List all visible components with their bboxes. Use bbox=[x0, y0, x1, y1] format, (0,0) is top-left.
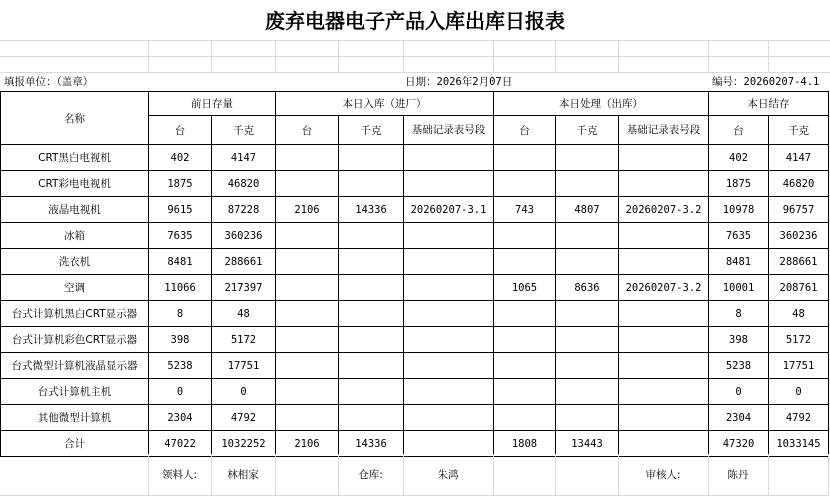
header-record-no: 基础记录表号段 bbox=[404, 116, 494, 145]
out-tai bbox=[494, 145, 556, 171]
balance-kg: 46820 bbox=[769, 171, 829, 197]
out-tai bbox=[494, 171, 556, 197]
reporting-unit: 填报单位：（盖章） bbox=[4, 76, 94, 88]
out-kg bbox=[556, 327, 619, 353]
in-record-no bbox=[404, 223, 494, 249]
in-kg bbox=[339, 379, 404, 405]
out-record-no bbox=[619, 379, 709, 405]
prev-stock-kg: 48 bbox=[212, 301, 276, 327]
out-kg bbox=[556, 249, 619, 275]
balance-tai: 10978 bbox=[709, 197, 769, 223]
balance-tai: 5238 bbox=[709, 353, 769, 379]
row-name: CRT彩电电视机 bbox=[1, 171, 149, 197]
in-kg bbox=[339, 249, 404, 275]
out-tai: 1808 bbox=[494, 431, 556, 457]
balance-kg: 360236 bbox=[769, 223, 829, 249]
sig-blank bbox=[768, 454, 828, 496]
row-name: 台式微型计算机液晶显示器 bbox=[1, 353, 149, 379]
prev-stock-kg: 46820 bbox=[212, 171, 276, 197]
prev-stock-tai: 2304 bbox=[149, 405, 212, 431]
header-unit-tai: 台 bbox=[494, 116, 556, 145]
balance-kg: 0 bbox=[769, 379, 829, 405]
row-name: 合计 bbox=[1, 431, 149, 457]
header-today-process: 本日处理（出库） bbox=[494, 92, 709, 116]
in-record-no bbox=[404, 379, 494, 405]
out-record-no bbox=[619, 145, 709, 171]
in-record-no bbox=[404, 171, 494, 197]
row-name: 冰箱 bbox=[1, 223, 149, 249]
in-record-no bbox=[404, 301, 494, 327]
balance-kg: 1033145 bbox=[769, 431, 829, 457]
warehouse-name: 朱鸿 bbox=[403, 454, 493, 496]
row-name: 台式计算机主机 bbox=[1, 379, 149, 405]
reviewer-name: 陈丹 bbox=[708, 454, 768, 496]
in-record-no bbox=[404, 405, 494, 431]
prev-stock-kg: 5172 bbox=[212, 327, 276, 353]
balance-kg: 288661 bbox=[769, 249, 829, 275]
out-tai bbox=[494, 379, 556, 405]
row-name: 液晶电视机 bbox=[1, 197, 149, 223]
in-kg bbox=[339, 145, 404, 171]
receiver-label: 领料人: bbox=[148, 454, 211, 496]
prev-stock-tai: 402 bbox=[149, 145, 212, 171]
balance-tai: 0 bbox=[709, 379, 769, 405]
prev-stock-tai: 0 bbox=[149, 379, 212, 405]
table-row bbox=[1, 431, 829, 457]
header-unit-tai: 台 bbox=[709, 116, 769, 145]
prev-stock-tai: 11066 bbox=[149, 275, 212, 301]
header-name: 名称 bbox=[1, 92, 149, 145]
header-today-balance: 本日结存 bbox=[709, 92, 829, 116]
header-unit-kg: 千克 bbox=[556, 116, 619, 145]
in-kg bbox=[339, 301, 404, 327]
balance-tai: 8 bbox=[709, 301, 769, 327]
in-tai bbox=[276, 301, 339, 327]
table-row bbox=[1, 197, 829, 223]
in-kg: 14336 bbox=[339, 431, 404, 457]
table-row bbox=[1, 353, 829, 379]
balance-tai: 1875 bbox=[709, 171, 769, 197]
in-record-no bbox=[404, 275, 494, 301]
in-tai bbox=[276, 405, 339, 431]
table-row bbox=[1, 171, 829, 197]
sig-blank bbox=[0, 454, 148, 496]
out-record-no bbox=[619, 353, 709, 379]
table-row bbox=[1, 301, 829, 327]
table-row bbox=[1, 223, 829, 249]
out-record-no bbox=[619, 431, 709, 457]
prev-stock-kg: 0 bbox=[212, 379, 276, 405]
header-unit-kg: 千克 bbox=[212, 116, 276, 145]
table-row bbox=[1, 327, 829, 353]
row-name: 洗衣机 bbox=[1, 249, 149, 275]
in-tai bbox=[276, 249, 339, 275]
balance-kg: 17751 bbox=[769, 353, 829, 379]
balance-tai: 8481 bbox=[709, 249, 769, 275]
row-name: 空调 bbox=[1, 275, 149, 301]
balance-tai: 7635 bbox=[709, 223, 769, 249]
in-record-no bbox=[404, 249, 494, 275]
blank-grid-area bbox=[0, 40, 830, 73]
in-kg bbox=[339, 223, 404, 249]
out-tai bbox=[494, 353, 556, 379]
balance-tai: 402 bbox=[709, 145, 769, 171]
prev-stock-tai: 5238 bbox=[149, 353, 212, 379]
out-kg bbox=[556, 301, 619, 327]
inventory-table bbox=[0, 91, 829, 457]
in-kg: 14336 bbox=[339, 197, 404, 223]
header-unit-tai: 台 bbox=[276, 116, 339, 145]
in-tai bbox=[276, 275, 339, 301]
out-kg: 13443 bbox=[556, 431, 619, 457]
prev-stock-kg: 87228 bbox=[212, 197, 276, 223]
in-tai: 2106 bbox=[276, 197, 339, 223]
prev-stock-kg: 4147 bbox=[212, 145, 276, 171]
prev-stock-tai: 398 bbox=[149, 327, 212, 353]
report-date: 日期：2026年2月07日 bbox=[405, 76, 513, 88]
out-kg bbox=[556, 171, 619, 197]
in-record-no bbox=[404, 431, 494, 457]
out-kg: 4807 bbox=[556, 197, 619, 223]
balance-kg: 208761 bbox=[769, 275, 829, 301]
out-record-no: 20260207-3.2 bbox=[619, 275, 709, 301]
in-record-no bbox=[404, 327, 494, 353]
prev-stock-tai: 8 bbox=[149, 301, 212, 327]
in-record-no bbox=[404, 145, 494, 171]
sig-blank bbox=[555, 454, 618, 496]
out-kg bbox=[556, 223, 619, 249]
in-kg bbox=[339, 405, 404, 431]
balance-tai: 47320 bbox=[709, 431, 769, 457]
balance-kg: 4792 bbox=[769, 405, 829, 431]
in-kg bbox=[339, 171, 404, 197]
row-name: 台式计算机黑白CRT显示器 bbox=[1, 301, 149, 327]
table-row bbox=[1, 275, 829, 301]
in-tai bbox=[276, 223, 339, 249]
in-tai bbox=[276, 379, 339, 405]
table-row bbox=[1, 249, 829, 275]
balance-kg: 4147 bbox=[769, 145, 829, 171]
prev-stock-kg: 360236 bbox=[212, 223, 276, 249]
header-unit-kg: 千克 bbox=[339, 116, 404, 145]
out-record-no bbox=[619, 405, 709, 431]
row-name: 台式计算机彩色CRT显示器 bbox=[1, 327, 149, 353]
table-row bbox=[1, 379, 829, 405]
header-unit-tai: 台 bbox=[149, 116, 212, 145]
prev-stock-tai: 1875 bbox=[149, 171, 212, 197]
in-record-no bbox=[404, 353, 494, 379]
in-tai: 2106 bbox=[276, 431, 339, 457]
signature-row bbox=[0, 454, 829, 496]
prev-stock-kg: 4792 bbox=[212, 405, 276, 431]
balance-kg: 96757 bbox=[769, 197, 829, 223]
in-kg bbox=[339, 353, 404, 379]
out-kg bbox=[556, 145, 619, 171]
row-name: 其他微型计算机 bbox=[1, 405, 149, 431]
report-title: 废弃电器电子产品入库出库日报表 bbox=[265, 9, 565, 33]
balance-kg: 48 bbox=[769, 301, 829, 327]
prev-stock-kg: 1032252 bbox=[212, 431, 276, 457]
header-unit-kg: 千克 bbox=[769, 116, 829, 145]
report-number: 编号：20260207-4.1 bbox=[712, 76, 820, 88]
balance-tai: 2304 bbox=[709, 405, 769, 431]
balance-tai: 10001 bbox=[709, 275, 769, 301]
balance-tai: 398 bbox=[709, 327, 769, 353]
prev-stock-kg: 288661 bbox=[212, 249, 276, 275]
in-kg bbox=[339, 275, 404, 301]
balance-kg: 5172 bbox=[769, 327, 829, 353]
table-row bbox=[1, 145, 829, 171]
out-tai bbox=[494, 223, 556, 249]
prev-stock-tai: 9615 bbox=[149, 197, 212, 223]
in-tai bbox=[276, 171, 339, 197]
in-kg bbox=[339, 327, 404, 353]
out-tai bbox=[494, 249, 556, 275]
prev-stock-tai: 7635 bbox=[149, 223, 212, 249]
in-tai bbox=[276, 145, 339, 171]
out-record-no bbox=[619, 249, 709, 275]
prev-stock-tai: 47022 bbox=[149, 431, 212, 457]
sig-blank bbox=[275, 454, 338, 496]
out-record-no bbox=[619, 223, 709, 249]
row-name: CRT黑白电视机 bbox=[1, 145, 149, 171]
out-record-no bbox=[619, 301, 709, 327]
receiver-name: 林相家 bbox=[211, 454, 275, 496]
table-row bbox=[1, 405, 829, 431]
header-prev-stock: 前日存量 bbox=[149, 92, 276, 116]
out-kg bbox=[556, 405, 619, 431]
out-tai bbox=[494, 301, 556, 327]
out-tai: 1065 bbox=[494, 275, 556, 301]
reviewer-label: 审核人: bbox=[618, 454, 708, 496]
out-kg bbox=[556, 379, 619, 405]
header-record-no: 基础记录表号段 bbox=[619, 116, 709, 145]
in-record-no: 20260207-3.1 bbox=[404, 197, 494, 223]
prev-stock-tai: 8481 bbox=[149, 249, 212, 275]
prev-stock-kg: 217397 bbox=[212, 275, 276, 301]
out-tai bbox=[494, 327, 556, 353]
out-record-no: 20260207-3.2 bbox=[619, 197, 709, 223]
header-today-in: 本日入库（进厂） bbox=[276, 92, 494, 116]
in-tai bbox=[276, 353, 339, 379]
prev-stock-kg: 17751 bbox=[212, 353, 276, 379]
out-kg bbox=[556, 353, 619, 379]
in-tai bbox=[276, 327, 339, 353]
sig-blank bbox=[493, 454, 555, 496]
out-tai bbox=[494, 405, 556, 431]
out-kg: 8636 bbox=[556, 275, 619, 301]
out-record-no bbox=[619, 171, 709, 197]
warehouse-label: 仓库: bbox=[338, 454, 403, 496]
out-record-no bbox=[619, 327, 709, 353]
out-tai: 743 bbox=[494, 197, 556, 223]
